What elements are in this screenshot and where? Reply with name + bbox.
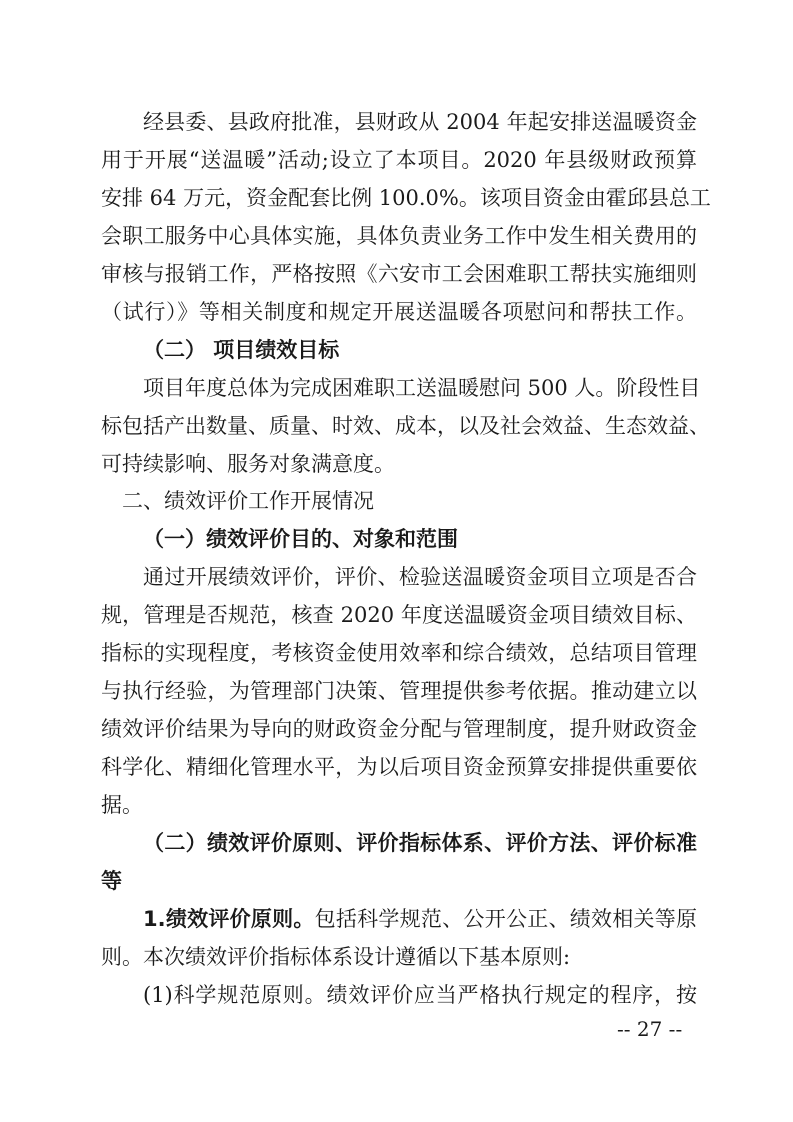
paragraph-line: 用于开展“送温暖”活动;设立了本项目。2020 年县级财政预算 xyxy=(101,148,697,172)
paragraph-line: 绩效评价结果为导向的财政资金分配与管理制度，提升财政资金 xyxy=(101,717,697,741)
subsection-heading: （二） 项目绩效目标 xyxy=(143,338,340,362)
paragraph-line: 项目年度总体为完成困难职工送温暖慰问 500 人。阶段性目 xyxy=(143,376,701,400)
subsection-heading: （二）绩效评价原则、评价指标体系、评价方法、评价标准 xyxy=(143,831,697,855)
paragraph-line: 科学化、精细化管理水平，为以后项目资金预算安排提供重要依 xyxy=(101,755,697,779)
paragraph-line: 审核与报销工作，严格按照《六安市工会困难职工帮扶实施细则 xyxy=(101,262,697,286)
principle-title: 1.绩效评价原则。 xyxy=(143,907,315,931)
principle-text: 包括科学规范、公开公正、绩效相关等原 xyxy=(314,907,697,931)
paragraph-line: 可持续影响、服务对象满意度。 xyxy=(101,452,395,476)
subsection-heading: （一）绩效评价目的、对象和范围 xyxy=(143,527,458,551)
paragraph-line: 经县委、县政府批准，县财政从 2004 年起安排送温暖资金 xyxy=(143,110,697,134)
paragraph-line: (1)科学规范原则。绩效评价应当严格执行规定的程序，按 xyxy=(143,983,697,1007)
subsection-heading-continued: 等 xyxy=(101,869,122,893)
paragraph-line xyxy=(143,905,697,933)
page-number: -- 27 -- xyxy=(617,1017,683,1041)
paragraph-line: 会职工服务中心具体实施，具体负责业务工作中发生相关费用的 xyxy=(101,224,697,248)
paragraph-line: 安排 64 万元，资金配套比例 100.0%。该项目资金由霍邱县总工 xyxy=(101,186,711,210)
paragraph-line: 据。 xyxy=(101,793,143,817)
paragraph-line: 规，管理是否规范，核查 2020 年度送温暖资金项目绩效目标、 xyxy=(101,603,697,627)
paragraph-line: 则。本次绩效评价指标体系设计遵循以下基本原则: xyxy=(101,945,571,969)
section-heading: 二、绩效评价工作开展情况 xyxy=(122,489,374,513)
paragraph-line: （试行）》等相关制度和规定开展送温暖各项慰问和帮扶工作。 xyxy=(101,300,697,324)
paragraph-line: 指标的实现程度，考核资金使用效率和综合绩效，总结项目管理 xyxy=(101,641,697,665)
paragraph-line: 标包括产出数量、质量、时效、成本，以及社会效益、生态效益、 xyxy=(101,414,710,438)
paragraph-line: 与执行经验，为管理部门决策、管理提供参考依据。推动建立以 xyxy=(101,679,697,703)
paragraph-line: 通过开展绩效评价，评价、检验送温暖资金项目立项是否合 xyxy=(143,565,697,589)
